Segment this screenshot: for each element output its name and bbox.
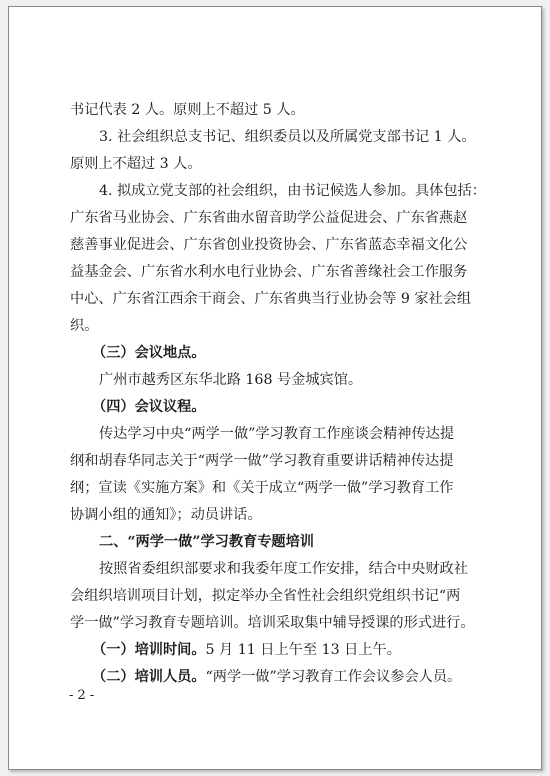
text-line: 广东省马业协会、广东省曲水留音助学公益促进会、广东省燕赵 xyxy=(70,210,468,226)
text-line: 协调小组的通知》；动员讲话。 xyxy=(70,507,262,523)
text-line: 织。 xyxy=(70,318,99,334)
text-line: 学一做”学习教育专题培训。培训采取集中辅导授课的形式进行。 xyxy=(70,615,475,631)
text-line: 5 月 11 日上午至 13 日上午。 xyxy=(205,642,401,658)
text-line: 传达学习中央“两学一做”学习教育工作座谈会精神传达提 xyxy=(99,426,455,442)
text-line: 按照省委组织部要求和我委年度工作安排，结合中央财政社 xyxy=(99,561,468,577)
section-heading: （二）培训人员。 xyxy=(92,669,206,685)
text-line: 益基金会、广东省水利水电行业协会、广东省善缘社会工作服务 xyxy=(70,264,468,280)
text-line: 纲和胡春华同志关于“两学一做”学习教育重要讲话精神传达提 xyxy=(70,453,454,469)
section-heading: （三）会议地点。 xyxy=(92,345,206,361)
text-line: 纲；宣读《实施方案》和《关于成立“两学一做”学习教育工作 xyxy=(70,480,454,496)
page-number: - 2 - xyxy=(69,688,95,703)
document-body xyxy=(70,99,494,689)
text-line: 原则上不超过 3 人。 xyxy=(70,156,202,172)
text-line: 书记代表 2 人。原则上不超过 5 人。 xyxy=(70,102,305,118)
text-line: 中心、广东省江西余干商会、广东省典当行业协会等 9 家社会组 xyxy=(70,291,472,307)
text-line: 3. 社会组织总支书记、组织委员以及所属党支部书记 1 人。 xyxy=(99,129,476,145)
section-heading: （四）会议议程。 xyxy=(92,399,206,415)
text-line: 会组织培训项目计划，拟定举办全省性社会组织党组织书记“两 xyxy=(70,588,461,604)
section-heading: （一）培训时间。 xyxy=(92,642,206,658)
text-line: “两学一做”学习教育工作会议参会人员。 xyxy=(205,669,462,685)
text-line: 4. 拟成立党支部的社会组织，由书记候选人参加。具体包括： xyxy=(99,183,486,199)
document-page xyxy=(8,6,542,770)
text-line: 慈善事业促进会、广东省创业投资协会、广东省蓝态幸福文化公 xyxy=(70,237,468,253)
text-line: 广州市越秀区东华北路 168 号金城宾馆。 xyxy=(99,372,363,388)
chapter-heading: 二、“两学一做”学习教育专题培训 xyxy=(99,534,314,550)
